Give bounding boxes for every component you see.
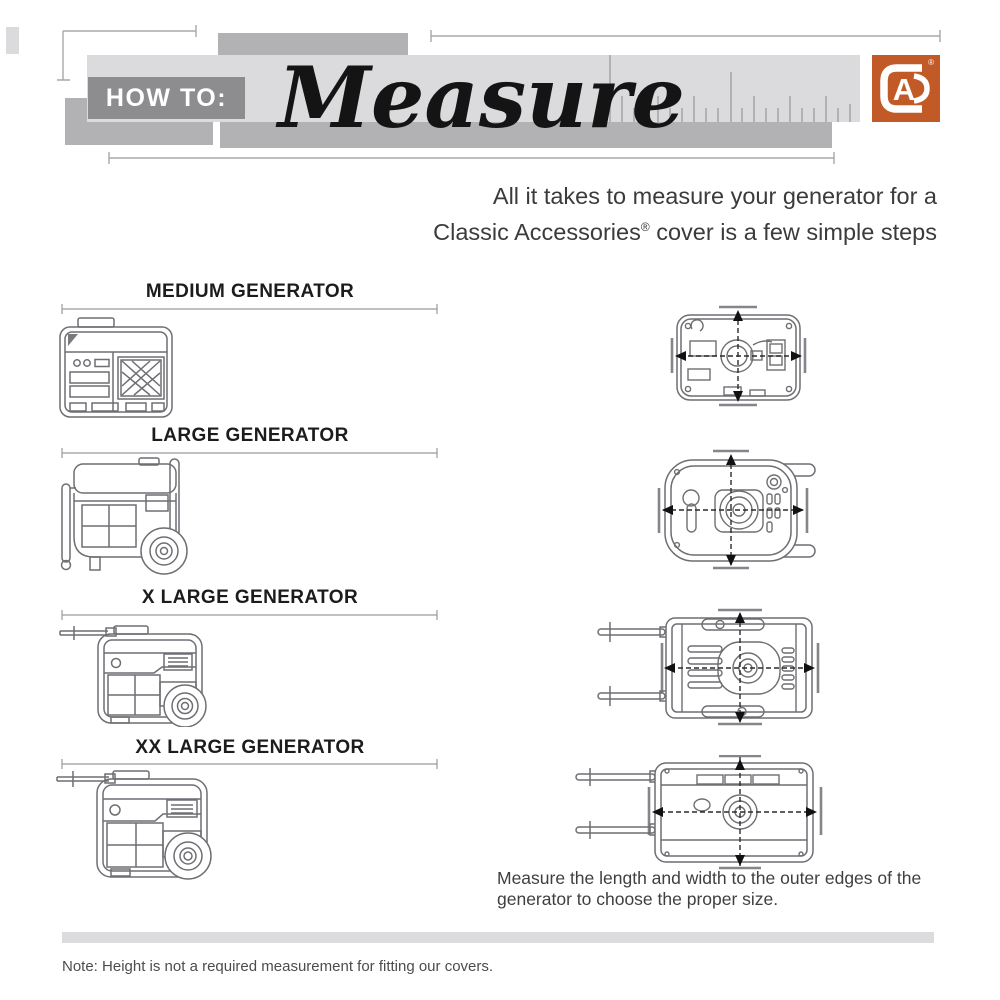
section-rule-medium xyxy=(60,303,440,315)
medium-generator-top-icon xyxy=(660,295,815,415)
svg-text:A: A xyxy=(892,72,916,107)
dimension-line-bottom-icon xyxy=(106,150,838,166)
registered-mark: ® xyxy=(928,58,934,67)
dimension-line-topright-icon xyxy=(428,28,944,44)
large-generator-side-icon xyxy=(58,455,198,580)
classic-accessories-logo xyxy=(872,55,940,122)
section-label-x-large: X LARGE GENERATOR xyxy=(141,587,359,608)
section-label-medium: MEDIUM GENERATOR xyxy=(145,281,355,302)
footer-note: Note: Height is not a required measurement for fitting our covers. xyxy=(62,958,494,975)
section-label-xx-large: XX LARGE GENERATOR xyxy=(135,737,365,758)
how-to-label: HOW TO: xyxy=(105,83,228,112)
intro-line-2: Classic Accessories® cover is a few simple steps xyxy=(433,218,937,245)
medium-generator-side-icon xyxy=(56,315,196,420)
x-large-generator-side-icon xyxy=(58,622,208,727)
xx-large-generator-side-icon xyxy=(55,765,213,883)
section-rule-x-large xyxy=(60,609,440,621)
large-generator-top-icon xyxy=(655,448,820,573)
x-large-generator-top-icon xyxy=(590,608,860,728)
how-to-badge xyxy=(88,77,245,119)
footer-divider xyxy=(62,932,934,943)
header-corner-box xyxy=(6,27,19,54)
intro-text xyxy=(433,181,937,248)
page-title: Measure xyxy=(278,48,685,147)
measure-caption: Measure the length and width to the outer edges of the generator to choose the proper size. xyxy=(497,868,922,910)
intro-line-1: All it takes to measure your generator for a xyxy=(492,183,937,209)
section-label-large: LARGE GENERATOR xyxy=(151,425,349,446)
xx-large-generator-top-icon xyxy=(570,755,870,870)
